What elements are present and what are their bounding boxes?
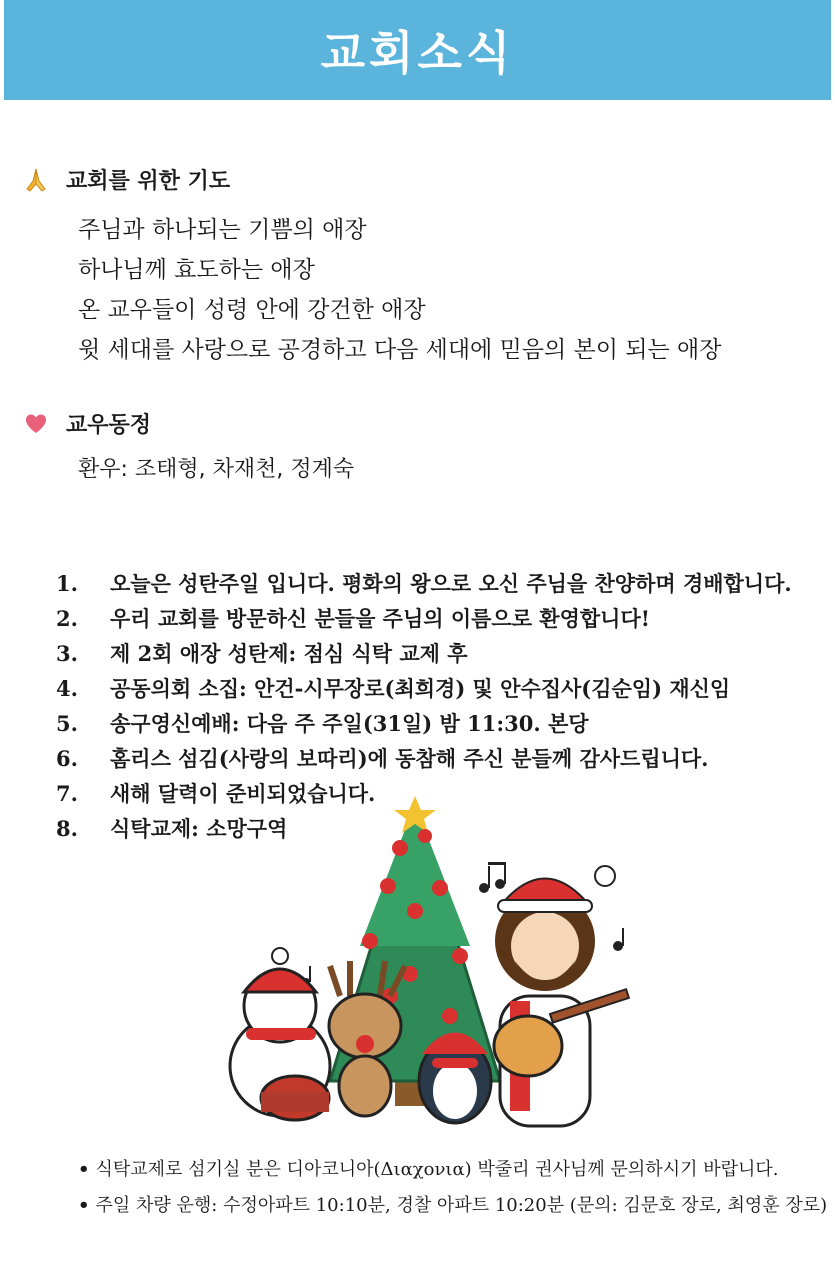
notice-text: 제 2회 애장 성탄제: 점심 식탁 교제 후	[110, 641, 468, 666]
penguin-icon	[419, 1033, 491, 1124]
notice-item	[56, 636, 792, 671]
footnote-list	[78, 1152, 827, 1224]
notice-number: 4.	[56, 676, 78, 701]
prayer-item: 주님과 하나되는 기쁨의 애장	[78, 217, 367, 243]
prayer-item: 하나님께 효도하는 애장	[78, 257, 315, 283]
notice-item	[56, 566, 792, 601]
jesus-with-guitar-icon	[494, 866, 629, 1126]
visitors-line: 환우: 조태형, 차재천, 정계숙	[78, 457, 355, 482]
notice-item	[56, 741, 792, 776]
notice-text: 공동의회 소집: 안건-시무장로(최희경) 및 안수집사(김순임) 재신임	[110, 676, 731, 701]
prayer-section-heading	[24, 164, 230, 195]
notice-item	[56, 671, 792, 706]
notice-number: 1.	[56, 571, 78, 596]
notice-number: 7.	[56, 781, 78, 806]
notice-text: 우리 교회를 방문하신 분들을 주님의 이름으로 환영합니다!	[110, 606, 650, 631]
notice-text: 홈리스 섬김(사랑의 보따리)에 동참해 주신 분들께 감사드립니다.	[110, 746, 709, 771]
prayer-item: 온 교우들이 성령 안에 강건한 애장	[78, 297, 426, 323]
notice-text: 식탁교제: 소망구역	[110, 816, 288, 841]
prayer-item: 윗 세대를 사랑으로 공경하고 다음 세대에 믿음의 본이 되는 애장	[78, 337, 722, 363]
prayer-heading: 교회를 위한 기도	[66, 169, 231, 194]
christmas-illustration	[210, 796, 640, 1136]
notice-text: 새해 달력이 준비되었습니다.	[110, 781, 376, 806]
fellowship-section-heading	[24, 408, 151, 439]
page-title: 교회소식	[320, 26, 515, 80]
notice-number: 2.	[56, 606, 78, 631]
notice-text: 송구영신예배: 다음 주 주일(31일) 밤 11:30. 본당	[110, 711, 589, 736]
footnote-item: • 주일 차량 운행: 수정아파트 10:10분, 경찰 아파트 10:20분 (문의: 김문호 장로, 최영훈 장로)	[78, 1188, 827, 1224]
snowman-icon	[230, 948, 330, 1120]
praying-hands-icon	[24, 167, 48, 193]
notice-item	[56, 601, 792, 636]
notice-number: 6.	[56, 746, 78, 771]
header-banner	[4, 0, 831, 100]
heart-icon	[24, 411, 48, 437]
fellowship-heading: 교우동정	[66, 413, 152, 438]
notice-number: 3.	[56, 641, 78, 666]
notice-number: 8.	[56, 816, 78, 841]
footnote-item: • 식탁교제로 섬기실 분은 디아코니아(Διαχονια) 박줄리 권사님께 문의하시기 바랍니다.	[78, 1152, 827, 1188]
notice-item	[56, 706, 792, 741]
notice-text: 오늘은 성탄주일 입니다. 평화의 왕으로 오신 주님을 찬양하며 경배합니다.	[110, 571, 792, 596]
notice-number: 5.	[56, 711, 78, 736]
prayer-list	[78, 210, 721, 370]
